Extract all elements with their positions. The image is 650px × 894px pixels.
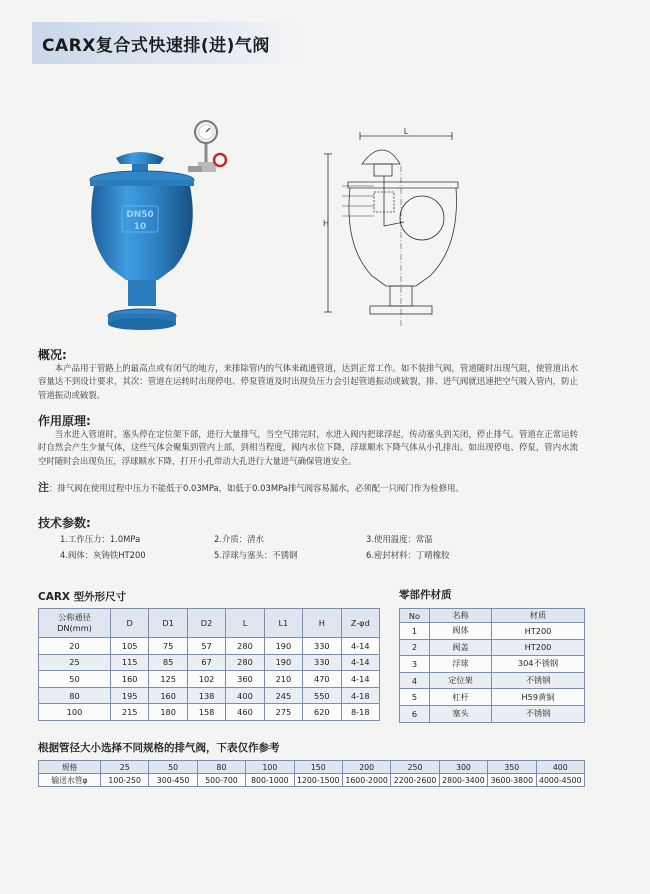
valve-body-marking-pn: 10 (133, 222, 147, 232)
selection-cell: 250 (391, 761, 439, 774)
selection-cell: 25 (101, 761, 149, 774)
dimensions-cell: 190 (264, 654, 302, 671)
dimensions-cell: 330 (303, 654, 341, 671)
materials-cell: 阀盖 (430, 639, 492, 656)
dimension-l-label: L (403, 127, 409, 136)
dimensions-header-cell: D1 (149, 609, 187, 638)
selection-row (39, 774, 585, 787)
materials-cell: 阀体 (430, 623, 492, 640)
dimensions-header-cell: H (303, 609, 341, 638)
selection-cell: 350 (488, 761, 536, 774)
materials-heading: 零部件材质 (399, 589, 452, 601)
tech-row (60, 549, 530, 565)
dimensions-cell: 67 (187, 654, 225, 671)
dimensions-cell: 360 (226, 671, 264, 688)
dimensions-cell: 550 (303, 687, 341, 704)
selection-cell: 规格 (39, 761, 101, 774)
materials-cell: H59黄铜 (492, 689, 585, 706)
selection-caption: 根据管径大小选择不同规格的排气阀，下表仅作参考 (38, 742, 280, 754)
materials-row (400, 623, 585, 640)
selection-cell: 1200-1500 (294, 774, 342, 787)
tech-row (60, 533, 530, 549)
selection-cell: 100-250 (101, 774, 149, 787)
materials-cell: 不锈钢 (492, 705, 585, 722)
selection-cell: 2200-2600 (391, 774, 439, 787)
title-bar (32, 22, 302, 64)
dimensions-cell: 115 (111, 654, 149, 671)
dimensions-row (39, 687, 380, 704)
valve-technical-drawing (318, 126, 480, 338)
page-title: CARX复合式快速排(进)气阀 (42, 36, 270, 56)
materials-header-row (400, 609, 585, 623)
tech-param: 3.使用温度：常温 (366, 534, 433, 544)
materials-row (400, 689, 585, 706)
principle-text: 当水进入管道时，塞头停在定位架下部，进行大量排气，当空气排完时，水进入阀内把球浮起，传动塞头到关闭，停止排气。管道在正常运转时自然会产生少量气体，这些气体会聚集到管内上部，到相当程度，阀内水位下降，浮球顺水下降气体从小孔排出。如出现停电、停泵，管内水流空时随时会出现负压，浮球顺水下降，打开小孔带动大孔进行大量进气确保管道安全。 (38, 429, 578, 466)
note-label: 注 (38, 481, 49, 494)
dimensions-cell: 100 (39, 704, 111, 721)
dimensions-cell: 8-18 (341, 704, 379, 721)
selection-cell: 80 (197, 761, 245, 774)
valve-body-marking-dn: DN50 (126, 210, 154, 220)
dimensions-header-cell: L1 (264, 609, 302, 638)
dimensions-cell: 4-14 (341, 638, 379, 655)
dimensions-cell: 75 (149, 638, 187, 655)
dimensions-cell: 57 (187, 638, 225, 655)
dimensions-cell: 158 (187, 704, 225, 721)
dimensions-cell: 160 (149, 687, 187, 704)
selection-cell: 2800-3400 (439, 774, 487, 787)
overview-paragraph (38, 362, 578, 402)
dimension-h-label: H (323, 219, 330, 228)
dimensions-cell: 245 (264, 687, 302, 704)
overview-heading: 概况: (38, 348, 67, 362)
materials-row (400, 672, 585, 689)
dimensions-row (39, 638, 380, 655)
dimensions-cell: 620 (303, 704, 341, 721)
materials-cell: 定位架 (430, 672, 492, 689)
dimensions-cell: 180 (149, 704, 187, 721)
dimensions-cell: 138 (187, 687, 225, 704)
dimensions-cell: 400 (226, 687, 264, 704)
materials-cell: 浮球 (430, 656, 492, 673)
dimensions-header-cell: Z-φd (341, 609, 379, 638)
tech-param: 4.阀体：灰铸铁HT200 (60, 550, 146, 560)
dimensions-cell: 50 (39, 671, 111, 688)
dimensions-header-cell: D2 (187, 609, 225, 638)
materials-cell: 不锈钢 (492, 672, 585, 689)
dimensions-row (39, 704, 380, 721)
selection-row (39, 761, 585, 774)
dimensions-cell: 125 (149, 671, 187, 688)
dimensions-cell: 4-14 (341, 654, 379, 671)
dimensions-table (38, 608, 380, 721)
selection-cell: 3600-3800 (488, 774, 536, 787)
materials-cell: 5 (400, 689, 430, 706)
dimensions-cell: 160 (111, 671, 149, 688)
materials-cell: 4 (400, 672, 430, 689)
materials-header-cell: 材质 (492, 609, 585, 623)
dimensions-cell: 85 (149, 654, 187, 671)
selection-cell: 400 (536, 761, 584, 774)
materials-cell: 2 (400, 639, 430, 656)
dimensions-cell: 4-14 (341, 671, 379, 688)
materials-table (399, 608, 585, 723)
dimensions-cell: 20 (39, 638, 111, 655)
tech-param: 2.介质：清水 (214, 534, 264, 544)
valve-photo (88, 118, 248, 340)
dimensions-cell: 460 (226, 704, 264, 721)
dimensions-cell: 25 (39, 654, 111, 671)
materials-row (400, 705, 585, 722)
materials-cell: 304不锈钢 (492, 656, 585, 673)
dimensions-cell: 215 (111, 704, 149, 721)
dimensions-cell: 102 (187, 671, 225, 688)
overview-text: 本产品用于管路上的最高点或有闭气的地方，来排除管内的气体来疏通管道，达到正常工作。如不装排气阀，管道随时出现气阻，使管道出水容量达不到设计要求，其次：管道在运转时出现停电、停泵管道及时出现负压力会引起管道振动或破裂，排、进气阀就迅速把空气吸入管内，防止管道振动或破裂。 (38, 363, 578, 400)
materials-header-cell: No (400, 609, 430, 623)
dimensions-cell: 280 (226, 638, 264, 655)
note (38, 479, 464, 495)
tech-params (60, 533, 530, 565)
materials-cell: HT200 (492, 639, 585, 656)
selection-table (38, 760, 585, 787)
materials-cell: 6 (400, 705, 430, 722)
materials-header-cell: 名称 (430, 609, 492, 623)
dimensions-cell: 105 (111, 638, 149, 655)
selection-cell: 500-700 (197, 774, 245, 787)
dimensions-header-cell: 公称通径 DN(mm) (39, 609, 111, 638)
dimensions-header-cell: D (111, 609, 149, 638)
dimensions-row (39, 654, 380, 671)
dimensions-cell: 470 (303, 671, 341, 688)
selection-cell: 300 (439, 761, 487, 774)
dimensions-cell: 195 (111, 687, 149, 704)
tech-param: 6.密封材料：丁晴橡胶 (366, 550, 450, 560)
note-text: ：排气阀在使用过程中压力不能低于0.03MPa，如低于0.03MPa排气阀容易漏水，必须配一只阀门作为检修用。 (49, 483, 464, 493)
dimensions-cell: 280 (226, 654, 264, 671)
dimensions-header-row (39, 609, 380, 638)
dimensions-cell: 190 (264, 638, 302, 655)
selection-cell: 1600-2000 (342, 774, 390, 787)
dimensions-cell: 210 (264, 671, 302, 688)
tech-heading: 技术参数: (38, 516, 91, 530)
materials-cell: HT200 (492, 623, 585, 640)
materials-row (400, 639, 585, 656)
tech-param: 1.工作压力：1.0MPa (60, 534, 141, 544)
selection-cell: 300-450 (149, 774, 197, 787)
dimensions-cell: 80 (39, 687, 111, 704)
materials-cell: 塞头 (430, 705, 492, 722)
materials-cell: 1 (400, 623, 430, 640)
materials-row (400, 656, 585, 673)
dimensions-header-cell: L (226, 609, 264, 638)
selection-cell: 100 (246, 761, 294, 774)
dimensions-cell: 4-18 (341, 687, 379, 704)
principle-heading: 作用原理: (38, 414, 91, 428)
selection-cell: 150 (294, 761, 342, 774)
selection-cell: 4000-4500 (536, 774, 584, 787)
selection-cell: 800-1000 (246, 774, 294, 787)
selection-cell: 输送水管φ (39, 774, 101, 787)
materials-cell: 3 (400, 656, 430, 673)
dimensions-cell: 275 (264, 704, 302, 721)
principle-paragraph (38, 428, 578, 468)
dimensions-cell: 330 (303, 638, 341, 655)
selection-cell: 200 (342, 761, 390, 774)
dimensions-heading: CARX 型外形尺寸 (38, 591, 127, 603)
dimensions-row (39, 671, 380, 688)
selection-cell: 50 (149, 761, 197, 774)
materials-cell: 杠杆 (430, 689, 492, 706)
tech-param: 5.浮球与塞头：不锈钢 (214, 550, 298, 560)
